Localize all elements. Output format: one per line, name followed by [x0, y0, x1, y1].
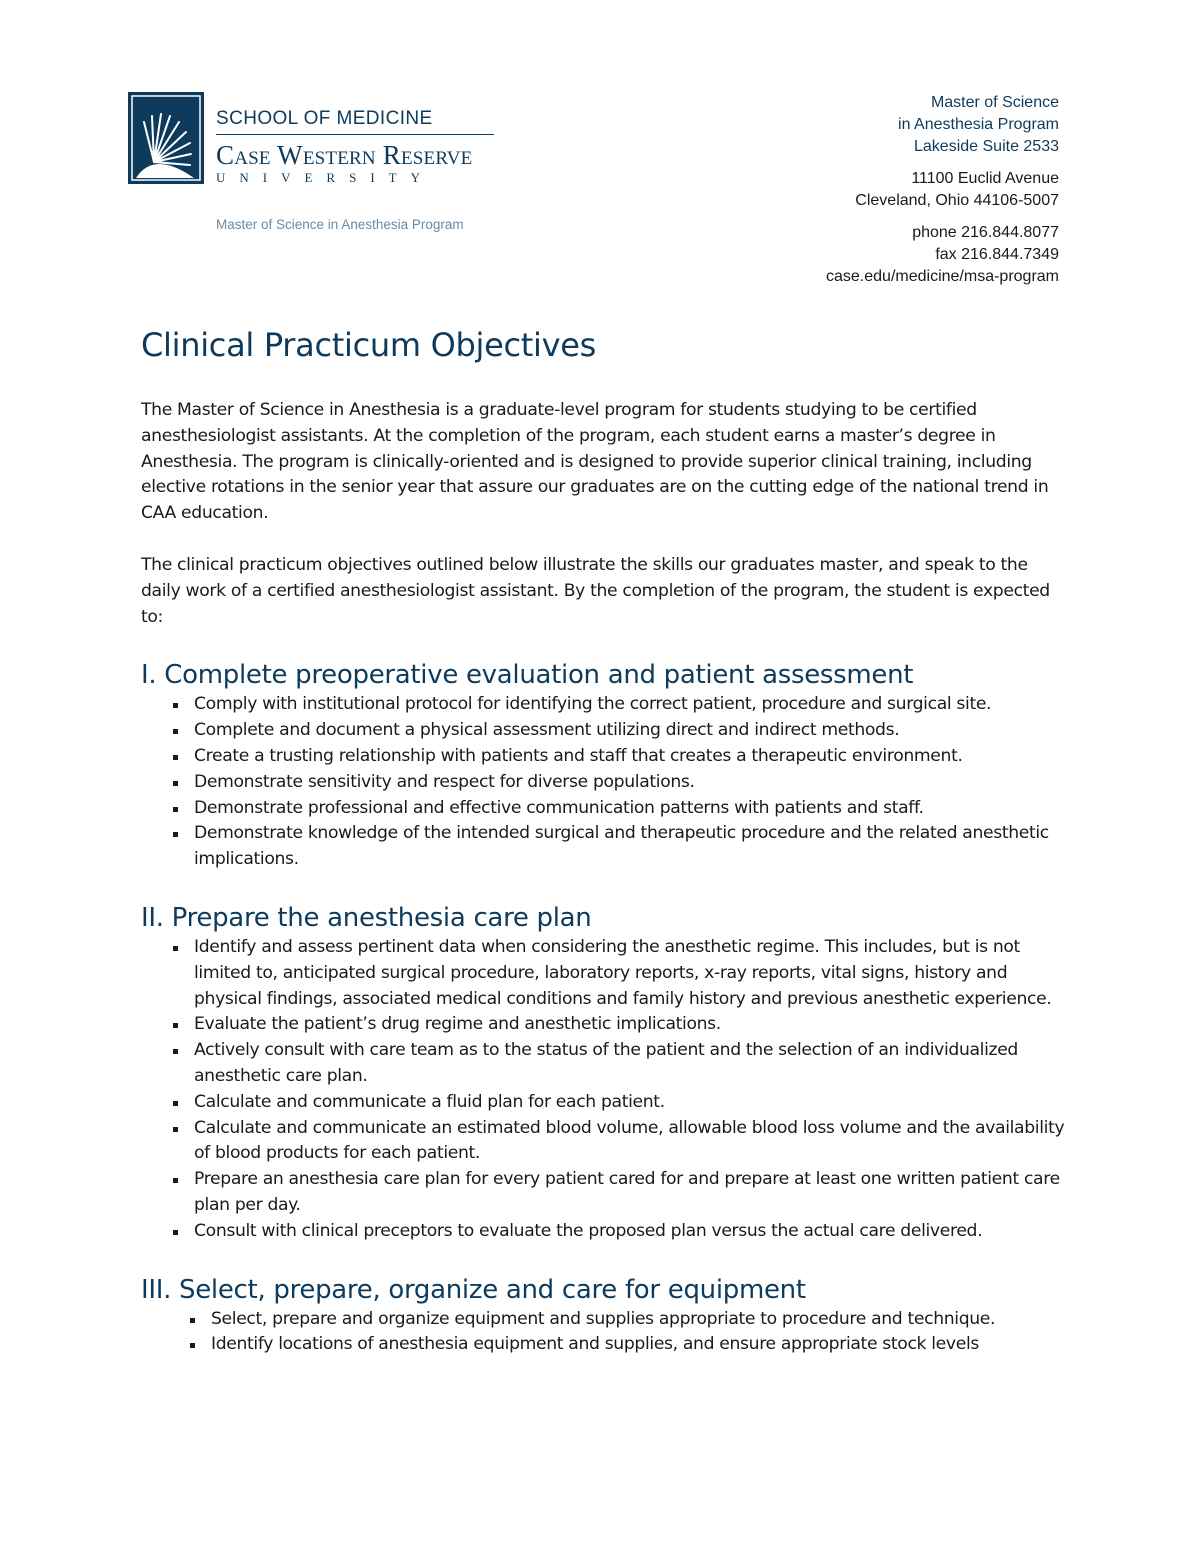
section-list-2	[141, 935, 1071, 1245]
document-body	[141, 326, 1071, 1358]
list-item: Calculate and communicate an estimated blood volume, allowable blood loss volume and the availability of blood products for each patient.	[194, 1116, 1071, 1168]
university-seal-icon	[128, 92, 204, 184]
section-heading-2: II. Prepare the anesthesia care plan	[141, 902, 592, 933]
list-item: Select, prepare and organize equipment and supplies appropriate to procedure and technique.	[211, 1307, 1071, 1333]
contact-program-line3: Lakeside Suite 2533	[914, 138, 1059, 155]
contact-website: case.edu/medicine/msa-program	[826, 268, 1059, 285]
list-item: Evaluate the patient’s drug regime and anesthetic implications.	[194, 1012, 1071, 1038]
contact-fax: fax 216.844.7349	[935, 246, 1059, 263]
section-list-3	[141, 1307, 1071, 1359]
list-item: Create a trusting relationship with patients and staff that creates a therapeutic environment.	[194, 744, 1071, 770]
list-item: Demonstrate professional and effective communication patterns with patients and staff.	[194, 796, 1071, 822]
section-heading-3: III. Select, prepare, organize and care for equipment	[141, 1274, 806, 1305]
school-name: SCHOOL OF MEDICINE	[216, 108, 433, 129]
list-item: Demonstrate knowledge of the intended surgical and therapeutic procedure and the related anesthetic implications.	[194, 821, 1071, 873]
university-name: Case Western Reserve	[216, 140, 473, 170]
contact-street: 11100 Euclid Avenue	[911, 170, 1059, 187]
list-item: Identify and assess pertinent data when considering the anesthetic regime. This includes, but is not limited to, anticipated surgical procedure, laboratory reports, x-ray reports, vital signs, history and physical findings, associated medical conditions and family history and previous anesthetic experience.	[194, 935, 1071, 1012]
list-item: Identify locations of anesthesia equipment and supplies, and ensure appropriate stock levels	[211, 1332, 1071, 1358]
intro-paragraph-2: The clinical practicum objectives outlined below illustrate the skills our graduates master, and speak to the daily work of a certified anesthesiologist assistant. By the completion of the program, the student is expected to:	[141, 554, 1050, 627]
contact-block	[826, 92, 1059, 288]
section-heading-1: I. Complete preoperative evaluation and patient assessment	[141, 660, 914, 691]
logo-divider	[216, 134, 494, 135]
contact-program-line2: in Anesthesia Program	[898, 116, 1059, 133]
program-tagline: Master of Science in Anesthesia Program	[216, 217, 464, 232]
contact-program-line1: Master of Science	[930, 94, 1059, 111]
list-item: Actively consult with care team as to the status of the patient and the selection of an individualized anesthetic care plan.	[194, 1038, 1071, 1090]
intro-paragraph-1: The Master of Science in Anesthesia is a graduate-level program for students studying to be certified anesthesiologist assistants. At the completion of the program, each student earns a master’s degree in Anesthesia. The program is clinically-oriented and is designed to provide superior clinical training, including elective rotations in the senior year that assure our graduates are on the cutting edge of the national trend in CAA education.	[141, 400, 1049, 524]
contact-city: Cleveland, Ohio 44106-5007	[855, 192, 1059, 209]
university-subtitle: UNIVERSITY	[216, 170, 434, 185]
list-item: Complete and document a physical assessment utilizing direct and indirect methods.	[194, 718, 1071, 744]
list-item: Calculate and communicate a fluid plan for each patient.	[194, 1090, 1071, 1116]
list-item: Consult with clinical preceptors to evaluate the proposed plan versus the actual care delivered.	[194, 1219, 1071, 1245]
section-list-1	[141, 692, 1071, 873]
list-item: Comply with institutional protocol for identifying the correct patient, procedure and surgical site.	[194, 692, 1071, 718]
list-item: Prepare an anesthesia care plan for every patient cared for and prepare at least one written patient care plan per day.	[194, 1167, 1071, 1219]
list-item: Demonstrate sensitivity and respect for diverse populations.	[194, 770, 1071, 796]
contact-phone: phone 216.844.8077	[912, 224, 1059, 241]
page-title: Clinical Practicum Objectives	[141, 326, 597, 364]
